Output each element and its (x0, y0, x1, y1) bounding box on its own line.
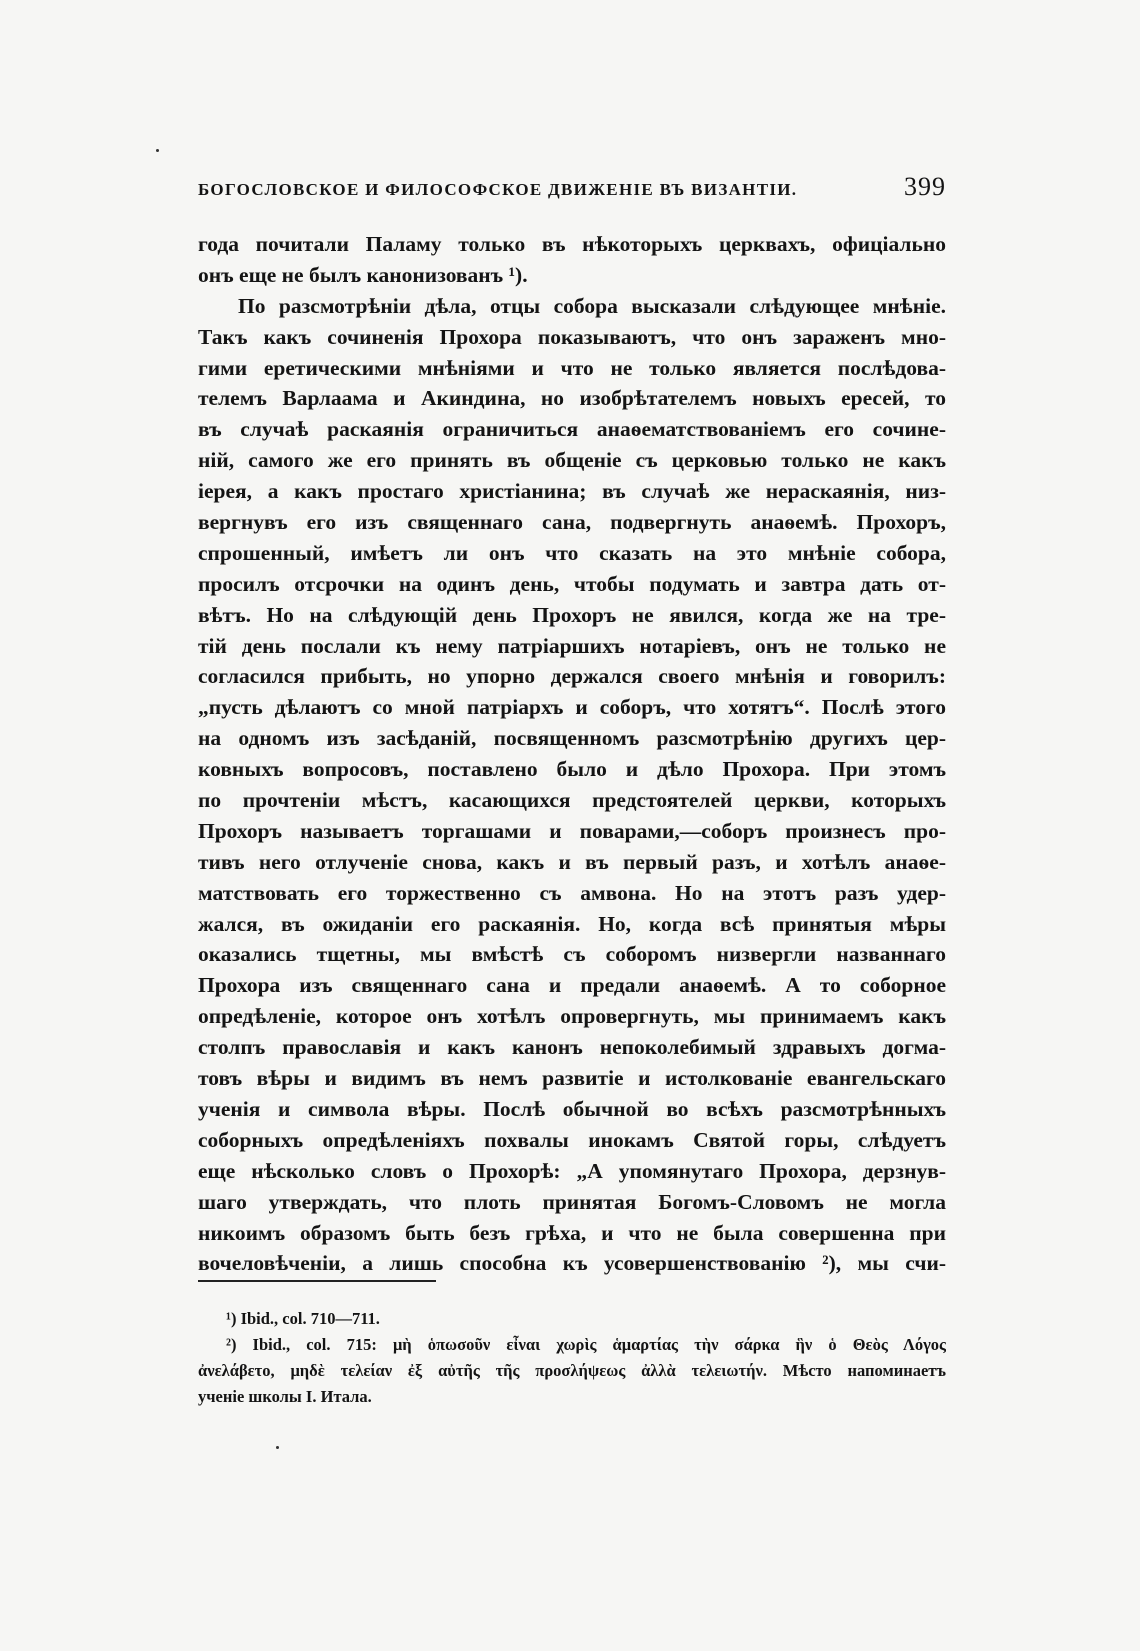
text-line: никоимъ образомъ быть безъ грѣха, и что не была совершенна при (198, 1220, 946, 1245)
text-line: соборныхъ опредѣленіяхъ похвалы инокамъ Святой горы, слѣдуетъ (198, 1127, 946, 1152)
running-title: БОГОСЛОВСКОЕ И ФИЛОСОФСКОЕ ДВИЖЕНІЕ ВЪ ВИЗАНТІИ. (198, 180, 798, 199)
text-line: жался, въ ожиданіи его раскаянія. Но, когда всѣ принятыя мѣры (198, 911, 946, 936)
text-line: вочеловѣченіи, а лишь способна къ усовершенствованію ²), мы счи- (198, 1251, 946, 1276)
footnote-1: ¹) Ibid., col. 710—711. (226, 1309, 380, 1328)
footnote-2-continued: ученіе школы І. Итала. (198, 1387, 372, 1406)
footnote-rule (198, 1280, 436, 1282)
scan-speck (276, 1446, 279, 1449)
text-line: матствовать его торжественно съ амвона. Но на этотъ разъ удер- (198, 880, 946, 905)
text-line: іерея, а какъ простаго христіанина; въ случаѣ же нераскаянія, низ- (198, 479, 946, 504)
text-line: оказались тщетны, мы вмѣстѣ съ соборомъ низвергли названнаго (198, 942, 946, 967)
text-line: опредѣленіе, которое онъ хотѣлъ опровергнуть, мы принимаемъ какъ (198, 1004, 946, 1029)
text-line: тивъ него отлученіе снова, какъ и въ первый разъ, и хотѣлъ анаѳе- (198, 849, 946, 874)
text-line: вергнувъ его изъ священнаго сана, подвергнуть анаѳемѣ. Прохоръ, (198, 510, 946, 535)
running-head (198, 172, 946, 208)
page-number: 399 (904, 172, 946, 201)
footnote-2-continued: ἀνελάβετο, μηδὲ τελείαν ἐξ αὐτῆς τῆς προσλήψεως ἀλλὰ τελειωτήν. Мѣсто напоминаетъ (198, 1361, 946, 1380)
text-line: согласился прибыть, но упорно держался своего мнѣнія и говорилъ: (198, 664, 946, 689)
body-text (198, 229, 946, 1279)
text-line: ковныхъ вопросовъ, поставлено было и дѣло Прохора. При этомъ (198, 757, 946, 782)
text-line: тій день послали къ нему патріаршихъ нотаріевъ, онъ не только не (198, 633, 946, 658)
text-line: „пусть дѣлаютъ со мной патріархъ и соборъ, что хотятъ“. Послѣ этого (198, 695, 946, 720)
text-line: телемъ Варлаама и Акиндина, но изобрѣтателемъ новыхъ ересей, то (198, 386, 946, 411)
text-line: вѣтъ. Но на слѣдующій день Прохоръ не явился, когда же на тре- (198, 602, 946, 627)
text-line: на одномъ изъ засѣданій, посвященномъ разсмотрѣнію другихъ цер- (198, 726, 946, 751)
text-line: Прохора изъ священнаго сана и предали анаѳемѣ. А то соборное (198, 973, 946, 998)
text-line: въ случаѣ раскаянія ограничиться анаѳематствованіемъ его сочине- (198, 417, 946, 442)
text-line: шаго утверждать, что плоть принятая Богомъ-Словомъ не могла (198, 1189, 946, 1214)
text-line: товъ вѣры и видимъ въ немъ развитіе и истолкованіе евангельскаго (198, 1066, 946, 1091)
text-line: ній, самого же его принять въ общеніе съ церковью только не какъ (198, 448, 946, 473)
text-line: столпъ православія и какъ канонъ непоколебимый здравыхъ догма- (198, 1035, 946, 1060)
text-line: по прочтеніи мѣстъ, касающихся предстоятелей церкви, которыхъ (198, 788, 946, 813)
text-line: гими еретическими мнѣніями и что не только является послѣдова- (198, 355, 946, 380)
text-line: Прохоръ называетъ торгашами и поварами,—соборъ произнесъ про- (198, 818, 946, 843)
footnotes (198, 1306, 946, 1410)
text-line: Такъ какъ сочиненія Прохора показываютъ, что онъ зараженъ мно- (198, 324, 946, 349)
scan-speck (156, 149, 159, 152)
text-line: спрошенный, имѣетъ ли онъ что сказать на это мнѣніе собора, (198, 540, 946, 565)
footnote-2: ²) Ibid., col. 715: μὴ ὁπωσοῦν εἶναι χωρὶς ἁμαρτίας τὴν σάρκα ἣν ὁ Θεὸς Λόγος (226, 1335, 946, 1354)
text-line: По разсмотрѣніи дѣла, отцы собора высказали слѣдующее мнѣніе. (238, 293, 946, 318)
text-line: онъ еще не былъ канонизованъ ¹). (198, 262, 528, 287)
text-line: ученія и символа вѣры. Послѣ обычной во всѣхъ разсмотрѣнныхъ (198, 1096, 946, 1121)
text-line: просилъ отсрочки на одинъ день, чтобы подумать и завтра дать от- (198, 571, 946, 596)
text-line: года почитали Паламу только въ нѣкоторыхъ церквахъ, офиціально (198, 232, 946, 256)
text-line: еще нѣсколько словъ о Прохорѣ: „А упомянутаго Прохора, дерзнув- (198, 1158, 946, 1183)
